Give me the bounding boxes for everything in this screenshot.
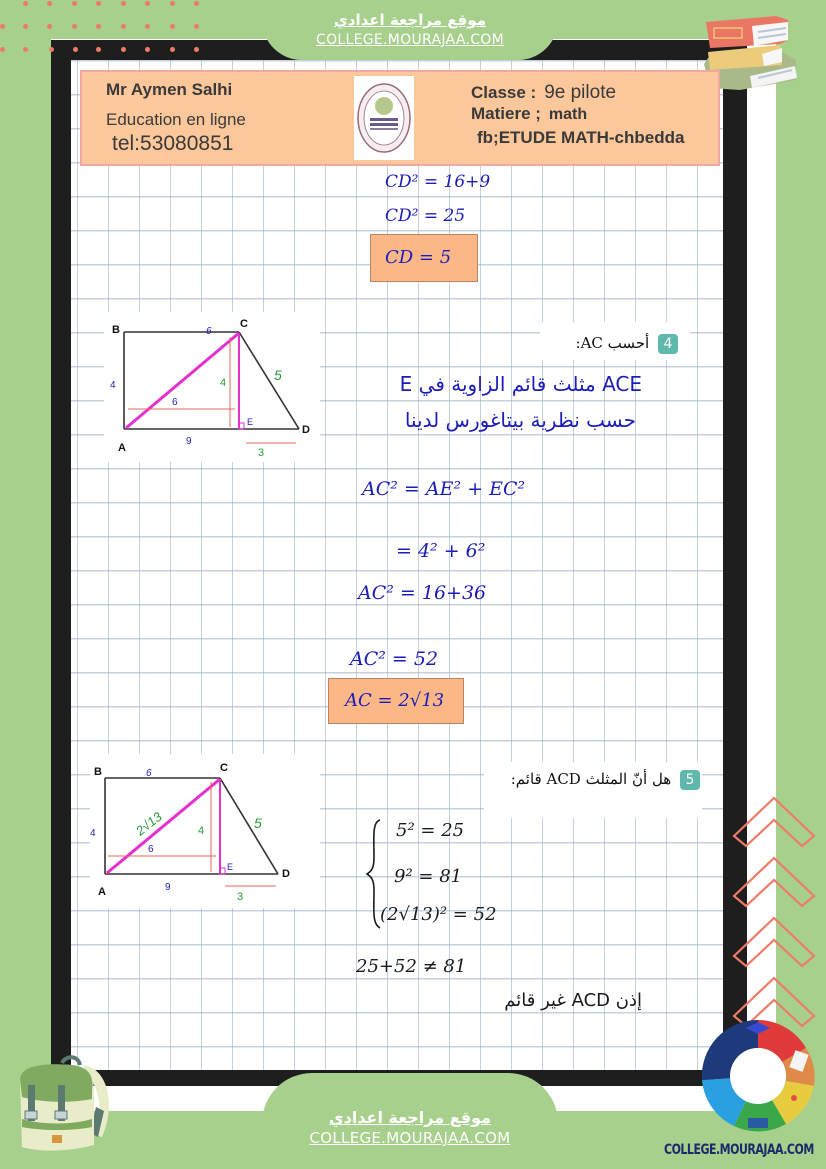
q4-step-4: AC² = 52 bbox=[350, 648, 439, 670]
q4-reasoning-1: ACE مثلث قائم الزاوية في E bbox=[399, 372, 642, 396]
q5-system-2: 9² = 81 bbox=[394, 866, 463, 887]
cd-step-2: CD² = 25 bbox=[385, 206, 466, 226]
q4-step-2: = 4² + 6² bbox=[396, 540, 486, 562]
question5-number: 5 bbox=[680, 770, 700, 790]
site-name-arabic-bottom[interactable]: موقع مراجعة اعدادي bbox=[328, 1108, 492, 1127]
label-bc: 6 bbox=[146, 768, 152, 779]
label-ad: 9 bbox=[186, 436, 192, 447]
classe-label: Classe : bbox=[471, 83, 537, 102]
q4-reasoning-2: حسب نظرية بيتاغورس لدينا bbox=[404, 408, 636, 432]
label-ae: 6 bbox=[172, 397, 178, 408]
q5-system-3: (2√13)² = 52 bbox=[380, 904, 497, 925]
label-bc: 6 bbox=[206, 326, 212, 337]
figure-q4 bbox=[104, 312, 320, 462]
school-logo bbox=[354, 76, 414, 160]
subjects-ring-logo bbox=[696, 1018, 820, 1134]
question5-text bbox=[511, 770, 700, 790]
label-ed: 3 bbox=[258, 447, 265, 459]
q4-step-3: AC² = 16+36 bbox=[358, 582, 487, 604]
label-ce: 4 bbox=[198, 825, 205, 837]
label-cd: 5 bbox=[274, 367, 282, 383]
cd-step-1: CD² = 16+9 bbox=[385, 172, 491, 192]
vertex-c: C bbox=[240, 318, 248, 330]
question5-label: هل أنّ المثلث ACD قائم: bbox=[510, 770, 672, 788]
ac-result: AC = 2√13 bbox=[345, 690, 445, 711]
q4-step-1: AC² = AE² + EC² bbox=[362, 478, 526, 500]
vertex-b: B bbox=[94, 766, 102, 778]
facebook-handle: fb;ETUDE MATH-chbedda bbox=[477, 128, 685, 147]
teacher-name: Mr Aymen Salhi bbox=[106, 80, 233, 99]
label-ac: 2√13 bbox=[132, 808, 165, 839]
backpack-icon bbox=[12, 1055, 112, 1155]
label-ad: 9 bbox=[165, 882, 171, 893]
q5-conclusion: إذن ACD غير قائم bbox=[504, 990, 642, 1011]
label-cd: 5 bbox=[254, 815, 262, 831]
figure-q5 bbox=[90, 754, 320, 908]
teacher-phone: tel:53080851 bbox=[112, 132, 234, 155]
site-tab-top[interactable] bbox=[262, 0, 558, 60]
label-ae: 6 bbox=[148, 844, 154, 855]
cd-result: CD = 5 bbox=[385, 247, 452, 268]
question4-number: 4 bbox=[658, 334, 678, 354]
trapezoid-diagram-q5 bbox=[90, 754, 320, 908]
label-ed: 3 bbox=[237, 891, 244, 903]
site-name-arabic[interactable]: موقع مراجعة اعدادي bbox=[334, 11, 486, 29]
site-url-bottom[interactable]: COLLEGE.MOURAJAA.COM bbox=[309, 1129, 511, 1147]
vertex-d: D bbox=[302, 424, 310, 436]
site-url[interactable]: COLLEGE.MOURAJAA.COM bbox=[316, 32, 504, 48]
cd-result-box bbox=[370, 234, 478, 282]
vertex-d: D bbox=[282, 868, 290, 880]
brand-footer-url[interactable]: COLLEGE.MOURAJAA.COM bbox=[664, 1141, 814, 1158]
decorative-dots-frame bbox=[0, 47, 200, 57]
page-left-margin bbox=[0, 39, 51, 1111]
q5-comparison: 25+52 ≠ 81 bbox=[356, 956, 467, 977]
vertex-a: A bbox=[98, 886, 106, 898]
classe-value: 9e pilote bbox=[544, 82, 617, 103]
label-ce: 4 bbox=[220, 377, 227, 389]
label-ab: 4 bbox=[90, 828, 96, 839]
question4-text bbox=[576, 334, 678, 354]
vertex-b: B bbox=[112, 324, 120, 336]
vertex-a: A bbox=[118, 442, 126, 454]
school-seal-icon bbox=[356, 82, 412, 154]
trapezoid-diagram-q4 bbox=[104, 312, 320, 462]
ac-result-box bbox=[328, 678, 464, 724]
decorative-chevrons bbox=[730, 790, 826, 1030]
question4-label: أحسب AC: bbox=[575, 334, 650, 352]
matiere-value: math bbox=[548, 106, 588, 123]
header-subtitle: Education en ligne bbox=[106, 110, 246, 129]
site-tab-bottom[interactable] bbox=[262, 1073, 558, 1169]
vertex-c: C bbox=[220, 762, 228, 774]
matiere-label: Matiere ; bbox=[471, 104, 541, 123]
teacher-header-card bbox=[80, 70, 720, 166]
label-e: E bbox=[227, 862, 234, 872]
q5-system-1: 5² = 25 bbox=[396, 820, 465, 841]
label-ab: 4 bbox=[110, 380, 116, 391]
label-e: E bbox=[247, 417, 254, 427]
